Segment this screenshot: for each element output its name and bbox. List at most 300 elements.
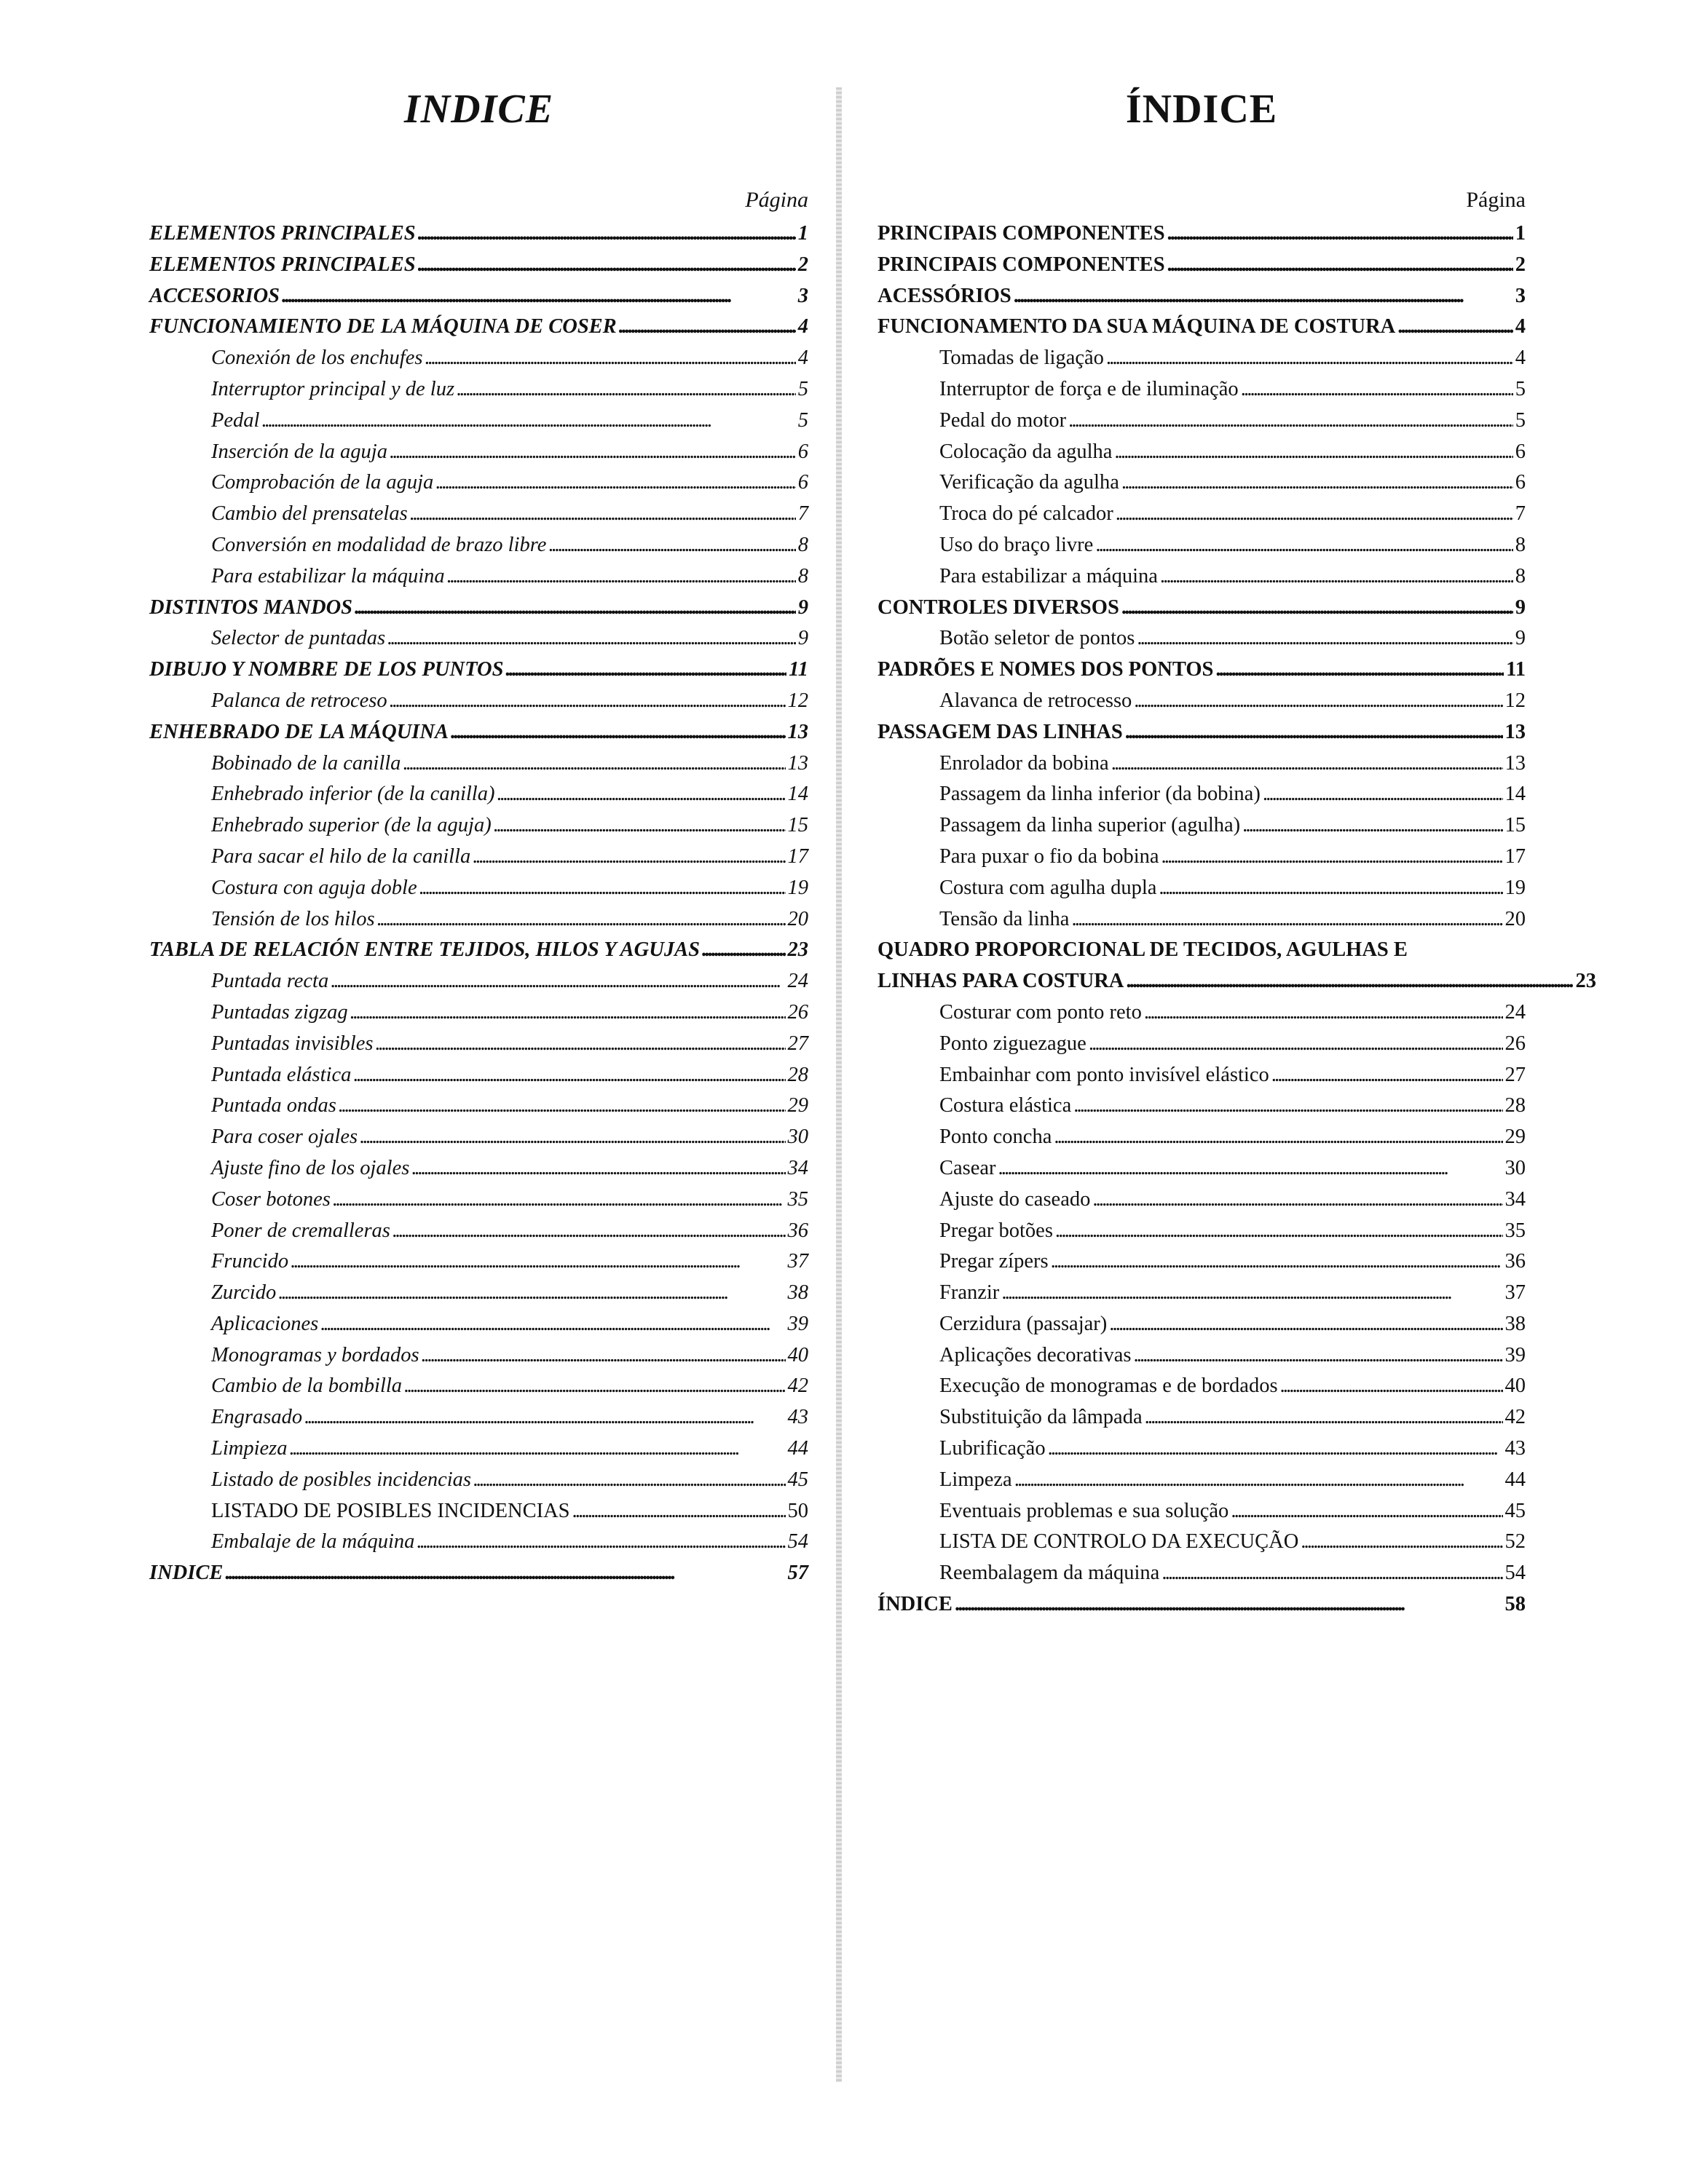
- toc-entry-label: Botão seletor de pontos: [939, 627, 1135, 650]
- toc-subentry: [877, 810, 1526, 842]
- toc-page-number: 6: [797, 440, 808, 463]
- toc-entry-label: FUNCIONAMIENTO DE LA MÁQUINA DE COSER: [149, 315, 617, 339]
- toc-subentry: [877, 997, 1526, 1029]
- dot-leader: [333, 1184, 786, 1216]
- toc-subentry: [149, 1122, 808, 1153]
- toc-subentry: [149, 623, 808, 654]
- toc-subentry: [877, 748, 1526, 780]
- toc-page-number: 11: [789, 658, 808, 681]
- toc-entry-label: Costura com agulha dupla: [939, 876, 1157, 899]
- dot-leader: [390, 437, 796, 468]
- toc-page-number: 9: [797, 596, 808, 619]
- toc-entry-label: LISTA DE CONTROLO DA EXECUÇÃO: [939, 1530, 1299, 1554]
- dot-leader: [377, 904, 786, 935]
- dot-leader: [1121, 467, 1513, 499]
- toc-page-number: 54: [1504, 1562, 1526, 1585]
- dot-leader: [1215, 654, 1504, 686]
- dot-leader: [1048, 1433, 1503, 1465]
- dot-leader: [1055, 1216, 1503, 1247]
- toc-entry-label: DISTINTOS MANDOS: [149, 596, 353, 619]
- toc-subentry: [877, 1527, 1526, 1558]
- toc-entry-label: Para puxar o fio da bobina: [939, 844, 1159, 868]
- toc-entry-label: Pregar botões: [939, 1219, 1053, 1242]
- toc-entry-label: ENHEBRADO DE LA MÁQUINA: [149, 720, 449, 743]
- toc-entry-label: Execução de monogramas e de bordados: [939, 1374, 1278, 1398]
- toc-entry-label: Interruptor principal y de luz: [211, 377, 455, 400]
- dot-leader: [1167, 218, 1513, 250]
- toc-entry-label: Listado de posibles incidencias: [211, 1468, 472, 1491]
- dot-leader: [304, 1402, 785, 1433]
- dot-leader: [1014, 1465, 1503, 1496]
- toc-entry-label: Puntada recta: [211, 970, 329, 993]
- toc-subentry: [877, 1091, 1526, 1122]
- dot-leader: [1114, 437, 1513, 468]
- toc-page-number: 6: [1515, 440, 1526, 463]
- toc-subentry: [149, 1246, 808, 1278]
- toc-section-entry: [877, 654, 1526, 686]
- toc-entry-label: INDICE: [149, 1562, 224, 1585]
- toc-entry-label: Limpeza: [939, 1468, 1012, 1491]
- toc-page-number: 52: [1504, 1530, 1526, 1554]
- toc-entry-label: Ponto concha: [939, 1125, 1052, 1149]
- dot-leader: [572, 1496, 786, 1527]
- toc-page-number: 30: [787, 1125, 808, 1149]
- dot-leader: [955, 1589, 1503, 1621]
- dot-leader: [702, 935, 786, 966]
- dot-leader: [261, 405, 795, 437]
- toc-section-entry: [877, 281, 1526, 312]
- toc-entry-label: Aplicaciones: [211, 1312, 319, 1335]
- toc-entry-label: Enhebrado inferior (de la canilla): [211, 783, 495, 806]
- toc-entry-label: Ponto ziguezague: [939, 1032, 1086, 1055]
- dot-leader: [1280, 1371, 1503, 1402]
- toc-page-number: 13: [1504, 720, 1526, 743]
- toc-subentry: [149, 1309, 808, 1340]
- toc-entry-label: Ajuste do caseado: [939, 1187, 1091, 1211]
- dot-leader: [411, 1153, 785, 1184]
- toc-page-number: 4: [1515, 315, 1526, 339]
- dot-leader: [1111, 748, 1503, 780]
- toc-page-number: 34: [787, 1156, 808, 1179]
- dot-leader: [1121, 593, 1513, 624]
- toc-section-entry: [877, 218, 1526, 250]
- toc-page-number: 42: [1504, 1406, 1526, 1429]
- toc-entry-label: Cambio de la bombilla: [211, 1374, 403, 1398]
- toc-subentry: [877, 1278, 1526, 1309]
- toc-subentry: [877, 1558, 1526, 1589]
- page-column-label: Página: [1466, 188, 1526, 212]
- toc-page-number: 3: [797, 284, 808, 307]
- dot-leader: [497, 779, 785, 810]
- toc-page-number: 39: [1504, 1343, 1526, 1366]
- dot-leader: [1397, 312, 1513, 343]
- toc-entry-label: Enhebrado superior (de la aguja): [211, 814, 492, 837]
- toc-entry-label: Eventuais problemas e sua solução: [939, 1499, 1229, 1522]
- dot-leader: [1134, 686, 1502, 717]
- toc-entry-label: ÍNDICE: [877, 1593, 953, 1616]
- toc-page-number: 2: [797, 253, 808, 276]
- toc-page-number: 6: [797, 471, 808, 494]
- toc-subentry: [149, 1029, 808, 1060]
- toc-subentry: [149, 810, 808, 842]
- dot-leader: [387, 623, 796, 654]
- toc-page-number: 37: [1504, 1281, 1526, 1305]
- dot-leader: [360, 1122, 785, 1153]
- toc-entry-label: PRINCIPAIS COMPONENTES: [877, 253, 1165, 276]
- toc-subentry: [877, 437, 1526, 468]
- toc-page-number: 57: [787, 1562, 808, 1585]
- toc-section-entry: [877, 250, 1526, 281]
- dot-leader: [473, 842, 785, 873]
- toc-entry-label: CONTROLES DIVERSOS: [877, 596, 1119, 619]
- toc-entry-label: Embainhar com ponto invisível elástico: [939, 1063, 1269, 1086]
- dot-leader: [417, 1527, 785, 1558]
- toc-subentry: [877, 374, 1526, 405]
- toc-page-number: 8: [797, 533, 808, 556]
- toc-section-entry: [149, 717, 808, 748]
- dot-leader: [422, 1340, 786, 1372]
- toc-subentry: [149, 405, 808, 437]
- toc-entry-label: Pedal: [211, 408, 260, 432]
- toc-entry-label: Puntada ondas: [211, 1094, 336, 1117]
- toc-subentry: [877, 1122, 1526, 1153]
- dot-leader: [473, 1465, 785, 1496]
- toc-subentry: [877, 1029, 1526, 1060]
- dot-leader: [403, 748, 785, 780]
- toc-subentry: [877, 779, 1526, 810]
- toc-entry-label: ACCESORIOS: [149, 284, 280, 307]
- toc-subentry: [877, 623, 1526, 654]
- toc-subentry: [877, 904, 1526, 935]
- dot-leader: [494, 810, 786, 842]
- toc-page-number: 6: [1515, 471, 1526, 494]
- toc-entry-label: Para sacar el hilo de la canilla: [211, 844, 471, 868]
- toc-entry-label: Uso do braço livre: [939, 533, 1094, 556]
- toc-entry-label: Limpieza: [211, 1437, 288, 1460]
- toc-page-number: 20: [787, 907, 808, 930]
- toc-page-number: 38: [787, 1281, 808, 1305]
- toc-entry-label: Tomadas de ligação: [939, 347, 1104, 370]
- dot-leader: [350, 997, 786, 1029]
- toc-page-number: 7: [1515, 502, 1526, 526]
- toc-subentry: [149, 686, 808, 717]
- toc-entry-label: Costura con aguja doble: [211, 876, 417, 899]
- toc-page-number: 40: [787, 1343, 808, 1366]
- toc-subentry: [149, 842, 808, 873]
- toc-page-number: 43: [1504, 1437, 1526, 1460]
- toc-page-number: 5: [1515, 377, 1526, 400]
- dot-leader: [355, 593, 796, 624]
- toc-subentry: [149, 1465, 808, 1496]
- toc-page-number: 4: [797, 347, 808, 370]
- toc-subentry: [877, 1309, 1526, 1340]
- toc-subentry: [149, 467, 808, 499]
- table-of-contents: [877, 218, 1596, 1621]
- dot-leader: [1051, 1246, 1503, 1278]
- toc-entry-label: Puntada elástica: [211, 1063, 352, 1086]
- toc-subentry: [149, 1060, 808, 1091]
- toc-page-number: 9: [1515, 596, 1526, 619]
- toc-page-number: 3: [1515, 284, 1526, 307]
- dot-leader: [1162, 842, 1503, 873]
- toc-section-entry: [877, 935, 1596, 997]
- dot-leader: [1231, 1496, 1502, 1527]
- toc-subentry: [149, 748, 808, 780]
- toc-entry-label: Colocação da agulha: [939, 440, 1113, 463]
- toc-entry-label: Lubrificação: [939, 1437, 1046, 1460]
- dot-leader: [1068, 405, 1513, 437]
- dot-leader: [1263, 779, 1503, 810]
- toc-page-number: 13: [787, 751, 808, 775]
- toc-page-number: 14: [1504, 783, 1526, 806]
- toc-entry-label: ELEMENTOS PRINCIPALES: [149, 253, 416, 276]
- toc-page-number: 54: [787, 1530, 808, 1554]
- toc-entry-label: TABLA DE RELACIÓN ENTRE TEJIDOS, HILOS Y AGUJAS: [149, 938, 700, 962]
- toc-page-number: 39: [787, 1312, 808, 1335]
- toc-page-number: 43: [787, 1406, 808, 1429]
- toc-entry-label: DIBUJO Y NOMBRE DE LOS PUNTOS: [149, 658, 504, 681]
- toc-subentry: [149, 437, 808, 468]
- toc-subentry: [877, 561, 1526, 593]
- toc-entry-label: Franzir: [939, 1281, 1000, 1305]
- toc-page-number: 44: [787, 1437, 808, 1460]
- toc-entry-label: Comprobación de la aguja: [211, 471, 434, 494]
- toc-page-number: 2: [1515, 253, 1526, 276]
- toc-subentry: [877, 530, 1526, 561]
- toc-entry-label: Poner de cremalleras: [211, 1219, 390, 1242]
- toc-page-number: 12: [1504, 689, 1526, 712]
- toc-page-number: 24: [787, 970, 808, 993]
- dot-leader: [548, 530, 795, 561]
- toc-page-number: 1: [797, 222, 808, 245]
- toc-entry-label: ACESSÓRIOS: [877, 284, 1011, 307]
- toc-page-number: 5: [797, 377, 808, 400]
- toc-page-number: 19: [787, 876, 808, 899]
- toc-subentry: [149, 1278, 808, 1309]
- toc-entry-label: Puntadas invisibles: [211, 1032, 374, 1055]
- toc-page-number: 15: [787, 814, 808, 837]
- toc-section-entry: [877, 1589, 1526, 1621]
- toc-entry-label: Cambio del prensatelas: [211, 502, 408, 526]
- toc-page-number: 50: [787, 1499, 808, 1522]
- table-of-contents: [149, 218, 808, 1589]
- toc-page-number: 29: [787, 1094, 808, 1117]
- toc-subentry: [877, 343, 1526, 374]
- toc-page-number: 26: [787, 1000, 808, 1024]
- toc-entry-label: PRINCIPAIS COMPONENTES: [877, 222, 1165, 245]
- toc-subentry: [149, 1216, 808, 1247]
- dot-leader: [1092, 1184, 1502, 1216]
- toc-subentry: [877, 1184, 1526, 1216]
- toc-section-entry: [149, 593, 808, 624]
- toc-page-number: 34: [1504, 1187, 1526, 1211]
- dot-leader: [1126, 966, 1573, 997]
- toc-page-number: 8: [797, 564, 808, 587]
- dot-leader: [320, 1309, 785, 1340]
- dot-leader: [410, 499, 796, 530]
- toc-subentry: [149, 499, 808, 530]
- toc-page-number: 45: [787, 1468, 808, 1491]
- dot-leader: [1242, 810, 1502, 842]
- toc-entry-label: Conexión de los enchufes: [211, 347, 423, 370]
- toc-subentry: [149, 561, 808, 593]
- toc-subentry: [149, 904, 808, 935]
- toc-subentry: [149, 1402, 808, 1433]
- dot-leader: [282, 281, 796, 312]
- toc-section-entry: [149, 281, 808, 312]
- toc-subentry: [149, 966, 808, 997]
- dot-leader: [1073, 1091, 1502, 1122]
- toc-page-number: 29: [1504, 1125, 1526, 1149]
- toc-page-number: 36: [1504, 1250, 1526, 1273]
- toc-entry-label: Conversión en modalidad de brazo libre: [211, 533, 547, 556]
- dot-leader: [393, 1216, 786, 1247]
- dot-leader: [353, 1060, 785, 1091]
- dot-leader: [998, 1153, 1503, 1184]
- toc-subentry: [149, 1153, 808, 1184]
- toc-page-number: 9: [797, 627, 808, 650]
- toc-page-number: 28: [1504, 1094, 1526, 1117]
- toc-page-number: 42: [787, 1374, 808, 1398]
- dot-leader: [447, 561, 796, 593]
- toc-subentry: [149, 530, 808, 561]
- toc-entry-label: Puntadas zigzag: [211, 1000, 348, 1024]
- toc-entry-label: LINHAS PARA COSTURA: [877, 970, 1124, 993]
- toc-page-number: 12: [787, 689, 808, 712]
- dot-leader: [1054, 1122, 1502, 1153]
- toc-entry-label: Aplicações decorativas: [939, 1343, 1132, 1366]
- toc-page-number: 26: [1504, 1032, 1526, 1055]
- toc-subentry: [149, 1496, 808, 1527]
- dot-leader: [1116, 499, 1513, 530]
- toc-subentry: [877, 1340, 1526, 1372]
- toc-entry-label: Palanca de retroceso: [211, 689, 387, 712]
- toc-page-number: 15: [1504, 814, 1526, 837]
- toc-page-number: 23: [787, 938, 808, 962]
- toc-entry-label: Fruncido: [211, 1250, 289, 1273]
- toc-entry-label: Pregar zípers: [939, 1250, 1049, 1273]
- toc-subentry: [877, 1371, 1526, 1402]
- toc-page-number: 14: [787, 783, 808, 806]
- toc-subentry: [877, 1496, 1526, 1527]
- dot-leader: [1241, 374, 1513, 405]
- toc-subentry: [877, 1060, 1526, 1091]
- dot-leader: [418, 250, 796, 281]
- toc-page-number: 27: [787, 1032, 808, 1055]
- toc-subentry: [149, 374, 808, 405]
- toc-page-number: 4: [797, 315, 808, 339]
- page-title: INDICE: [403, 87, 554, 132]
- toc-page-number: 30: [1504, 1156, 1526, 1179]
- dot-leader: [1301, 1527, 1502, 1558]
- toc-subentry: [149, 1433, 808, 1465]
- toc-subentry: [877, 499, 1526, 530]
- toc-entry-label: Selector de puntadas: [211, 627, 386, 650]
- toc-page-number: 1: [1515, 222, 1526, 245]
- dot-leader: [1145, 1402, 1503, 1433]
- toc-entry-label: QUADRO PROPORCIONAL DE TECIDOS, AGULHAS E: [877, 938, 1408, 962]
- center-divider: [836, 87, 842, 2082]
- toc-page-number: 24: [1504, 1000, 1526, 1024]
- toc-section-entry: [149, 250, 808, 281]
- dot-leader: [1089, 1029, 1503, 1060]
- toc-subentry: [877, 405, 1526, 437]
- toc-subentry: [149, 997, 808, 1029]
- dot-leader: [425, 343, 795, 374]
- toc-entry-label: Pedal do motor: [939, 408, 1067, 432]
- toc-subentry: [149, 1527, 808, 1558]
- toc-entry-label: FUNCIONAMENTO DA SUA MÁQUINA DE COSTURA: [877, 315, 1396, 339]
- toc-page-number: 11: [1506, 658, 1526, 681]
- dot-leader: [619, 312, 796, 343]
- dot-leader: [1271, 1060, 1503, 1091]
- dot-leader: [1134, 1340, 1503, 1372]
- dot-leader: [1137, 623, 1513, 654]
- toc-subentry: [149, 1091, 808, 1122]
- toc-subentry: [149, 1184, 808, 1216]
- toc-subentry: [877, 1216, 1526, 1247]
- toc-page-number: 19: [1504, 876, 1526, 899]
- toc-entry-label: Ajuste fino de los ojales: [211, 1156, 410, 1179]
- toc-subentry: [877, 1465, 1526, 1496]
- toc-subentry: [149, 873, 808, 904]
- dot-leader: [1109, 1309, 1502, 1340]
- dot-leader: [1162, 1558, 1502, 1589]
- toc-entry-label: Tensión de los hilos: [211, 907, 375, 930]
- dot-leader: [451, 717, 786, 748]
- toc-subentry: [877, 873, 1526, 904]
- toc-entry-label: Coser botones: [211, 1187, 331, 1211]
- toc-entry-label: Embalaje de la máquina: [211, 1530, 415, 1554]
- dot-leader: [291, 1246, 785, 1278]
- dot-leader: [1160, 561, 1513, 593]
- toc-entry-label: Substituição da lâmpada: [939, 1406, 1143, 1429]
- toc-page-number: 20: [1504, 907, 1526, 930]
- toc-subentry: [877, 467, 1526, 499]
- dot-leader: [375, 1029, 785, 1060]
- toc-page-number: 38: [1504, 1312, 1526, 1335]
- toc-section-entry: [149, 654, 808, 686]
- toc-page-number: 35: [1504, 1219, 1526, 1242]
- toc-page-number: 5: [1515, 408, 1526, 432]
- toc-page-number: 23: [1575, 970, 1596, 993]
- dot-leader: [339, 1091, 786, 1122]
- toc-entry-label: LISTADO DE POSIBLES INCIDENCIAS: [211, 1499, 570, 1522]
- toc-subentry: [877, 686, 1526, 717]
- toc-page-number: 5: [797, 408, 808, 432]
- toc-page-number: 13: [787, 720, 808, 743]
- toc-entry-label: Costura elástica: [939, 1094, 1072, 1117]
- toc-entry-label: Bobinado de la canilla: [211, 751, 401, 775]
- toc-page-number: 40: [1504, 1374, 1526, 1398]
- toc-page-number: 17: [1504, 844, 1526, 868]
- dot-leader: [1095, 530, 1513, 561]
- toc-section-entry: [149, 1558, 808, 1589]
- dot-leader: [225, 1558, 785, 1589]
- toc-entry-label: Costurar com ponto reto: [939, 1000, 1142, 1024]
- toc-entry-label: Inserción de la aguja: [211, 440, 387, 463]
- toc-page-number: 8: [1515, 533, 1526, 556]
- dot-leader: [1167, 250, 1513, 281]
- toc-page-number: 9: [1515, 627, 1526, 650]
- toc-subentry: [149, 1371, 808, 1402]
- toc-section-entry: [149, 218, 808, 250]
- dot-leader: [290, 1433, 786, 1465]
- toc-entry-label: Engrasado: [211, 1406, 303, 1429]
- toc-entry-label: Para coser ojales: [211, 1125, 358, 1149]
- dot-leader: [1014, 281, 1513, 312]
- toc-entry-label: Verificação da agulha: [939, 471, 1119, 494]
